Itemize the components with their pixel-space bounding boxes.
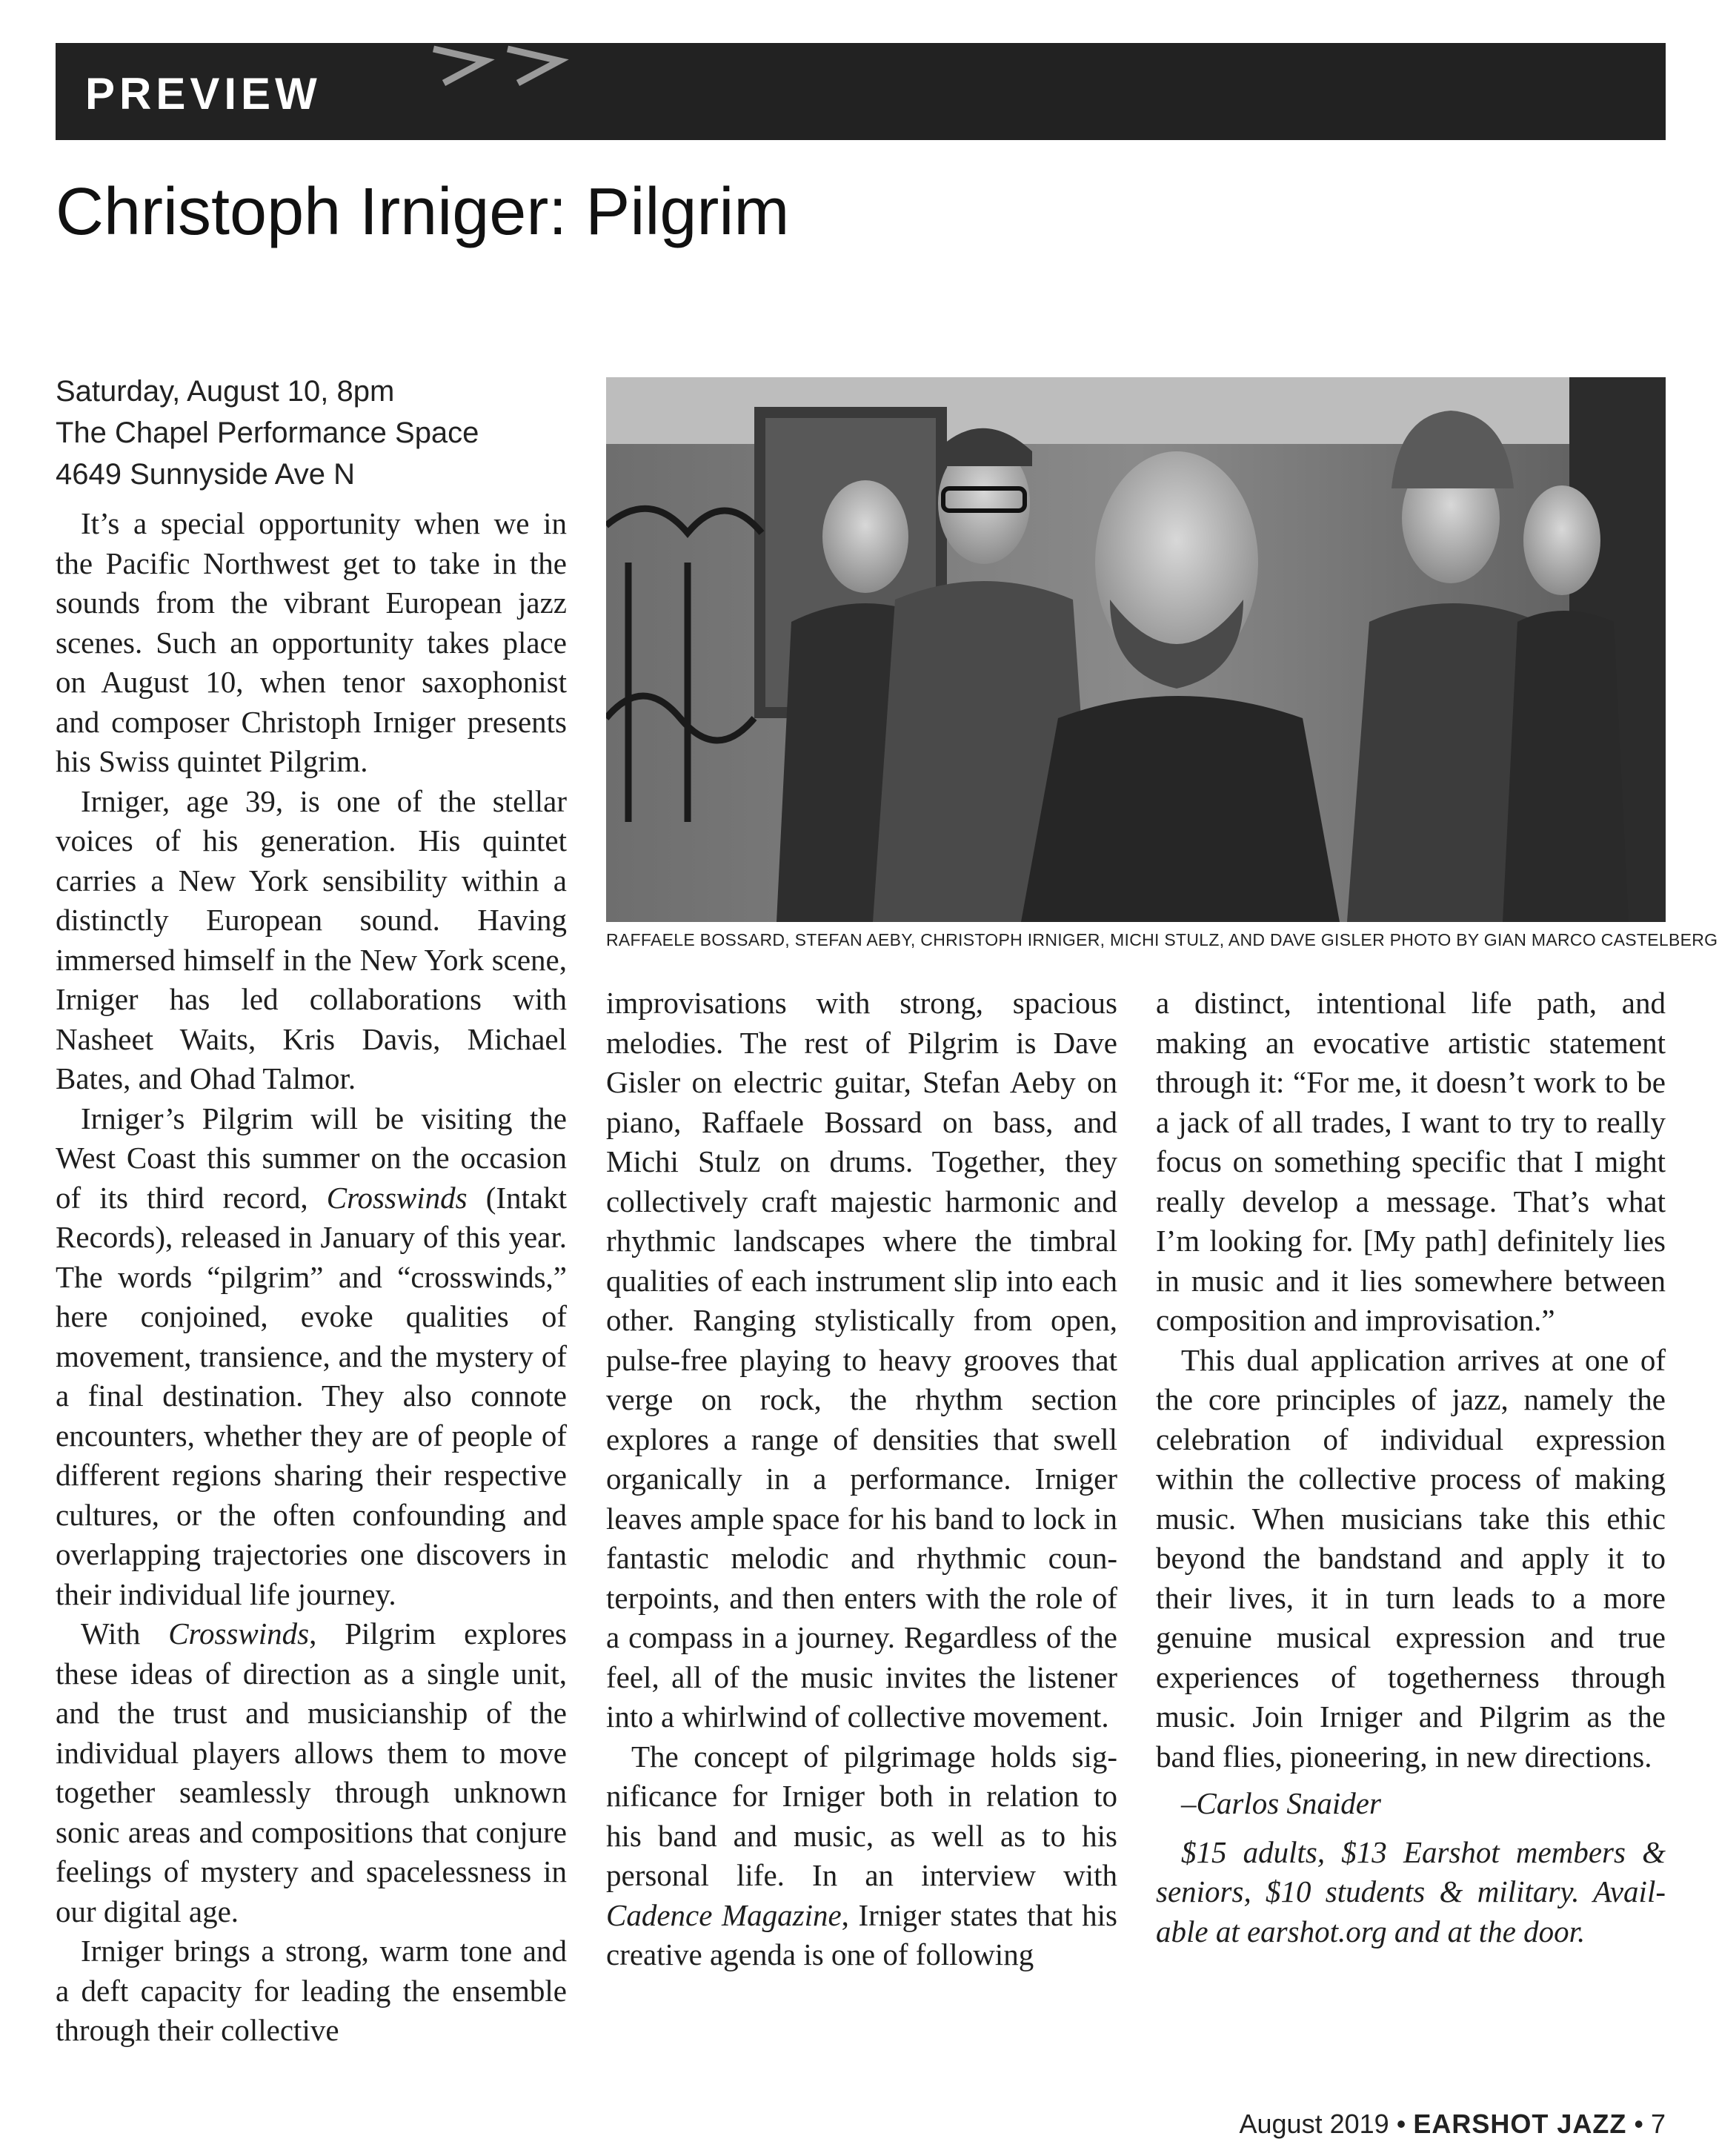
issue-date: August 2019	[1239, 2109, 1389, 2139]
text-run: With	[81, 1616, 169, 1651]
text-run: (Intakt Records), released in January of this year. The words “pilgrim” and “crosswinds,” here conjoined, evoke qualities of movement, transience, and the mystery of a final destination. They also connote encounters, whether they are of people of different regions sharing their respective cultures, or the often confounding and overlapping trajectories one discovers in their individual life journey.	[56, 1180, 568, 1611]
event-venue: The Chapel Performance Space	[56, 417, 479, 449]
text-run: , Pilgrim explores these ideas of direction as a single unit, and the trust and musicianship of the individual players allows them to move together seamlessly through unknown sonic areas and compositions that conjure feelings of mystery and spacelessness in our digital age.	[56, 1616, 567, 1928]
page-footer	[1240, 2109, 1666, 2140]
text-run: , Irniger states that his creative agenda is one of following	[606, 1897, 1117, 1971]
bullet-separator: •	[1634, 2109, 1643, 2139]
band-photo	[606, 377, 1666, 922]
double-chevron-icon	[367, 0, 604, 111]
event-date-time: Saturday, August 10, 8pm	[56, 375, 395, 408]
paragraph	[56, 1099, 567, 1615]
album-title: Crosswinds	[168, 1616, 310, 1651]
article-column-3	[1156, 984, 1666, 1951]
paragraph: It’s a special opportunity when we in the Pacific Northwest get to take in the sounds from the vibrant European jazz scenes. Such an opportunity takes place on August 10, when tenor saxophonist and composer Christoph Irniger presents his Swiss quintet Pilgrim.	[56, 506, 567, 778]
publication-name: EARSHOT JAZZ	[1413, 2109, 1627, 2139]
paragraph: a distinct, intentional life path, and making an evocative artistic statement through it: “For me, it doesn’t work to be a jack of all trades, I want to try to really focus on something specific that I might really develop a message. That’s what I’m looking for. [My path] definitely lies in music and it lies somewhere between composition and improvisation.”	[1156, 986, 1666, 1337]
paragraph: Irniger, age 39, is one of the stellar voices of his generation. His quintet carries a New York sensibility within a distinctly European sound. Having immersed himself in the New York scene, Irniger has led collaborations with Nasheet Waits, Kris Davis, Michael Bates, and Ohad Talmor.	[56, 783, 567, 1095]
text-run: The concept of pilgrimage holds significance for Irniger both in relation to his band and music, as well as to his personal life. In an interview with	[606, 1739, 1117, 1892]
text-run: Irniger’s Pilgrim will be visiting the West Coast this summer on the occasion of its third record,	[56, 1101, 567, 1215]
photo-caption: RAFFAELE BOSSARD, STEFAN AEBY, CHRISTOPH IRNIGER, MICHI STULZ, AND DAVE GISLER PHOTO BY GIAN MARCO CASTELBERG	[606, 930, 1718, 949]
paragraph: This dual application arrives at one of the core principles of jazz, namely the celebration of individual expression within the collective process of making music. When musicians take this ethic beyond the bandstand and apply it to their lives, it in turn leads to a more genuine musical expression and true experiences of togetherness through music. Join Irniger and Pilgrim as the band flies, pioneering, in new directions.	[1156, 1342, 1666, 1774]
article-title: Christoph Irniger: Pilgrim	[56, 175, 790, 249]
article-column-1	[56, 504, 567, 2051]
article-column-2	[606, 984, 1117, 1975]
album-title: Crosswinds	[326, 1180, 468, 1215]
paragraph	[56, 1614, 567, 1931]
paragraph	[606, 1737, 1117, 1975]
section-banner	[56, 43, 1666, 140]
author-signature	[1156, 1784, 1666, 1824]
page-number: 7	[1650, 2109, 1666, 2139]
paragraph: improvisations with strong, spacious melodies. The rest of Pilgrim is Dave Gisler on electric guitar, Stefan Aeby on piano, Raffaele Bossard on bass, and Michi Stulz on drums. Together, they collectively craft majestic harmonic and rhythmic landscapes where the timbral qualities of each instrument slip into each other. Ranging stylistically from open, pulse-free playing to heavy grooves that verge on rock, the rhythm section explores a range of densities that swell organically in a performance. Irniger leaves ample space for his band to lock in fantastic melodic and rhythmic counterpoints, and then enters with the role of a compass in a journey. Regardless of the feel, all of the music invites the listener into a whirlwind of collective movement.	[606, 986, 1117, 1734]
section-label: PREVIEW	[85, 69, 322, 119]
paragraph: Irniger brings a strong, warm tone and a deft capacity for leading the ensemble through their collective	[56, 1934, 567, 2047]
event-info	[56, 371, 574, 495]
magazine-title: Cadence Magazine	[606, 1897, 842, 1932]
ticket-price-info: $15 adults, $13 Earshot members & seniors, $10 students & military. Available at earshot.org and at the door.	[1156, 1834, 1666, 1948]
event-address: 4649 Sunnyside Ave N	[56, 458, 356, 491]
signature-text: –Carlos Snaider	[1181, 1786, 1381, 1820]
bullet-separator: •	[1396, 2109, 1406, 2139]
